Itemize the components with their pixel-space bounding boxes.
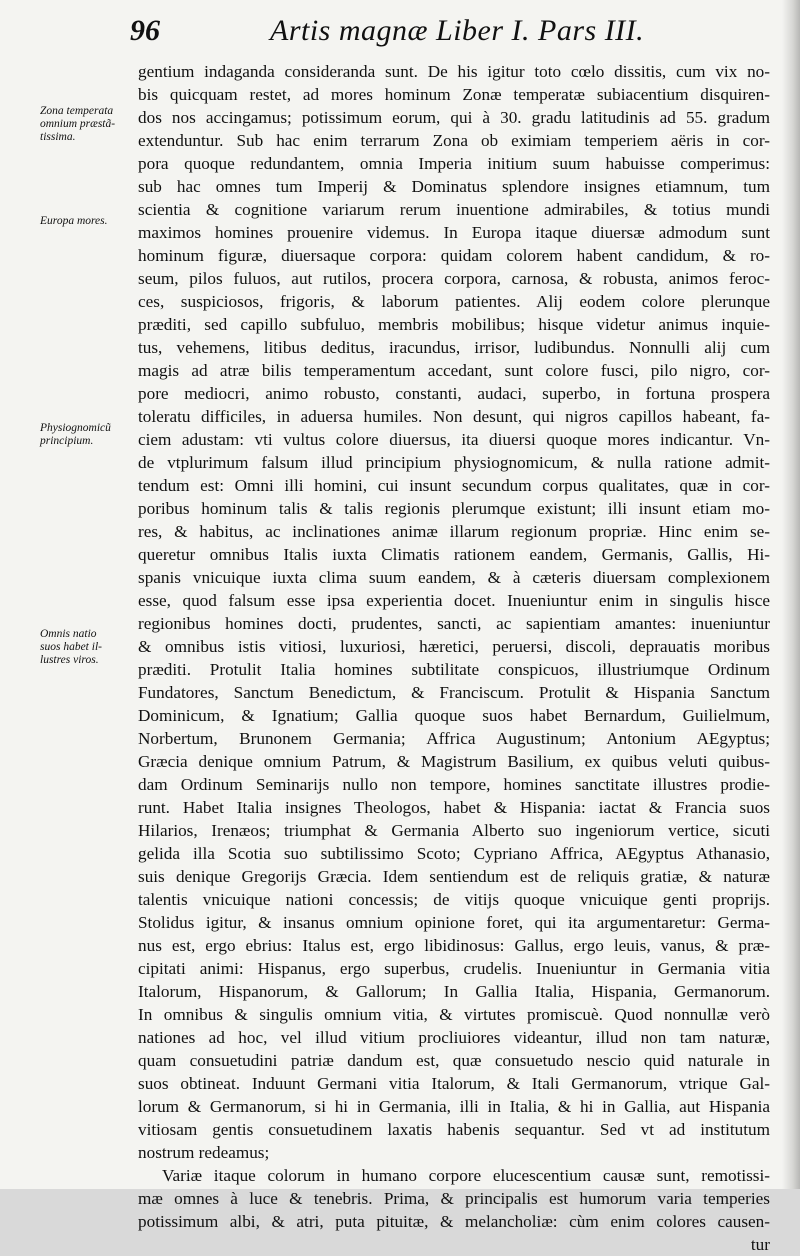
text-line: extenduntur. Sub hac enim terrarum Zona ob eximiam temperiem aëris in cor- <box>138 131 770 150</box>
text-line: poribus hominum talis & talis regionis plerumque existunt; illi insunt etiam mo- <box>138 499 770 518</box>
text-line: tus, vehemens, litibus deditus, iracundus, irrisor, ludibundus. Nonnulli alij cum <box>138 338 770 357</box>
text-line: scientia & cognitione variarum rerum inuentione admirabiles, & totius mundi <box>138 200 770 219</box>
page-number: 96 <box>130 14 160 47</box>
text-line: Variæ itaque colorum in humano corpore elucescentium causæ sunt, remotissi- <box>162 1166 770 1185</box>
text-line: esse, quod falsum esse ipsa experientia docet. Inueniuntur enim in singulis hisce <box>138 591 770 610</box>
margin-note: Europa mores. <box>40 215 108 227</box>
text-line: Græcia denique omnium Patrum, & Magistrum Basilium, ex quibus veluti quibus- <box>138 752 770 771</box>
text-line: nostrum redeamus; <box>138 1143 270 1162</box>
text-line: vitiosam gentis consuetudinem laxatis habenis sequantur. Sed vt ad institutum <box>138 1120 770 1139</box>
text-line: Dominicum, & Ignatium; Gallia quoque suos habet Bernardum, Guilielmum, <box>138 706 770 725</box>
text-line: Hilarios, Irenæos; triumphat & Germania Alberto suo ingeniorum vertice, sicuti <box>138 821 770 840</box>
text-line: toleratu difficiles, in aduersa humiles. Non desunt, qui nigros capillos habeant, fa- <box>138 407 770 426</box>
text-line: bis quicquam restet, ad mores hominum Zonæ temperatæ subiacentium disquiren- <box>138 85 770 104</box>
text-line: dam Ordinum Seminarijs nullo non tempore, homines sanctitate illustres prodie- <box>138 775 770 794</box>
text-line: pore mediocri, animo robusto, constanti, audaci, superbo, in fortuna prospera <box>138 384 770 403</box>
text-line: præditi, sed capillo subfuluo, membris mobilibus; hisque videtur animus inquie- <box>138 315 770 334</box>
text-line: lorum & Germanorum, si hi in Germania, illi in Italia, & hi in Gallia, aut Hispania <box>138 1097 770 1116</box>
page-header <box>120 14 740 54</box>
text-line: maximos homines prouenire videmus. In Europa itaque diuersæ admodum sunt <box>138 223 770 242</box>
text-line: Italorum, Hispanorum, & Gallorum; In Gallia Italia, Hispania, Germanorum. <box>138 982 770 1001</box>
text-line: de vtplurimum falsum illud principium physiognomicum, & nulla ratione admit- <box>138 453 770 472</box>
text-line: dos nos accingamus; potissimum eorum, qui à 30. gradu latitudinis ad 55. gradum <box>138 108 770 127</box>
text-line: ciem adustam: vti vultus colore diuersus, ita diuersi quoque mores indicantur. Vn- <box>138 430 770 449</box>
text-line: gentium indaganda consideranda sunt. De his igitur toto cœlo dissitis, cum vix no- <box>138 62 770 81</box>
text-line: Stolidus igitur, & insanus omnium opinione foret, qui ita argumentaretur: Germa- <box>138 913 770 932</box>
margin-note: Omnis natio suos habet il- lustres viros. <box>40 628 102 666</box>
text-line: magis ad atræ bilis temperamentum accedant, sunt colore fusci, pilo nigro, cor- <box>138 361 770 380</box>
text-line: pora quoque redundantem, omnia Imperia initium suum habuisse comperimus: <box>138 154 770 173</box>
text-line: runt. Habet Italia insignes Theologos, habet & Hispania: iactat & Francia suos <box>138 798 770 817</box>
text-line: suos obtineat. Induunt Germani vitia Italorum, & Itali Germanorum, vtrique Gal- <box>138 1074 770 1093</box>
text-line: tur <box>750 1235 770 1254</box>
body-text <box>138 60 770 1256</box>
text-line: gelida illa Scotia suo subtilissimo Scoto; Cypriano Affrica, AEgyptus Athanasio, <box>138 844 770 863</box>
text-line: regionibus homines docti, prudentes, sancti, ac sapientiam amantes: inueniuntur <box>138 614 770 633</box>
text-line: Fundatores, Sanctum Benedictum, & Franciscum. Protulit & Hispania Sanctum <box>138 683 770 702</box>
margin-note: Physiognomicũ principium. <box>40 422 111 447</box>
text-line: tendum est: Omni illi homini, cui insunt secundum corpus qualitates, quæ in cor- <box>138 476 770 495</box>
text-line: cipitati animi: Hispanus, ergo superbus, crudelis. Inueniuntur in Germania vitia <box>138 959 770 978</box>
text-line: nus est, ergo ebrius: Italus est, ergo libidinosus: Gallus, ergo leuis, vanus, & præ- <box>138 936 770 955</box>
text-line: In omnibus & singulis omnium vitia, & virtutes promiscuè. Quod nonnullæ verò <box>138 1005 770 1024</box>
text-line: seum, pilos fuluos, aut rutilos, procera corpora, carnosa, & robusta, animos feroc- <box>138 269 770 288</box>
text-line: & omnibus istis vitiosi, luxuriosi, hæretici, peruersi, discoli, deprauatis moribus <box>138 637 770 656</box>
margin-note: Zona temperata omnium præstã- tissima. <box>40 105 116 143</box>
text-line: spanis vnicuique iuxta clima suum eandem, & à cæteris diuersam complexionem <box>138 568 770 587</box>
text-line: quam consuetudini patriæ dandum est, quæ consuetudo nescio quid naturale in <box>138 1051 770 1070</box>
text-line: potissimum albi, & atri, puta pituitæ, & melancholiæ: cùm enim colores causen- <box>138 1212 770 1231</box>
text-line: talentis vnicuique nationi concessis; de vitijs quoque vnicuique genti proprijs. <box>138 890 770 909</box>
text-line: res, & habitus, ac inclinationes animæ illarum regionum propriæ. Hinc enim se- <box>138 522 770 541</box>
text-line: mæ omnes à luce & tenebris. Prima, & principalis est humorum varia temperies <box>138 1189 770 1208</box>
text-line: suis denique Gregorijs Græcia. Idem sentiendum est de reliquis gratiæ, & naturæ <box>138 867 770 886</box>
text-line: præditi. Protulit Italia homines subtilitate conspicuos, illustriumque Ordinum <box>138 660 770 679</box>
text-line: hominum figuræ, diuersaque corpora: quidam colorem habent candidum, & ro- <box>138 246 770 265</box>
text-line: queretur omnibus Italis iuxta Climatis rationem eandem, Germanis, Gallis, Hi- <box>138 545 770 564</box>
text-line: Norbertum, Brunonem Germania; Affrica Augustinum; Antonium AEgyptus; <box>138 729 770 748</box>
running-head: Artis magnæ Liber I. Pars III. <box>270 14 645 47</box>
text-line: nationes ad hoc, vel illud vitium procliuiores videantur, illud non tam naturæ, <box>138 1028 770 1047</box>
text-line: ces, suspiciosos, frigoris, & laborum patientes. Alij eodem colore plerunque <box>138 292 770 311</box>
page-edge-shadow <box>782 0 800 1189</box>
text-line: sub hac omnes tum Imperij & Dominatus splendore insignes etiamnum, tum <box>138 177 770 196</box>
